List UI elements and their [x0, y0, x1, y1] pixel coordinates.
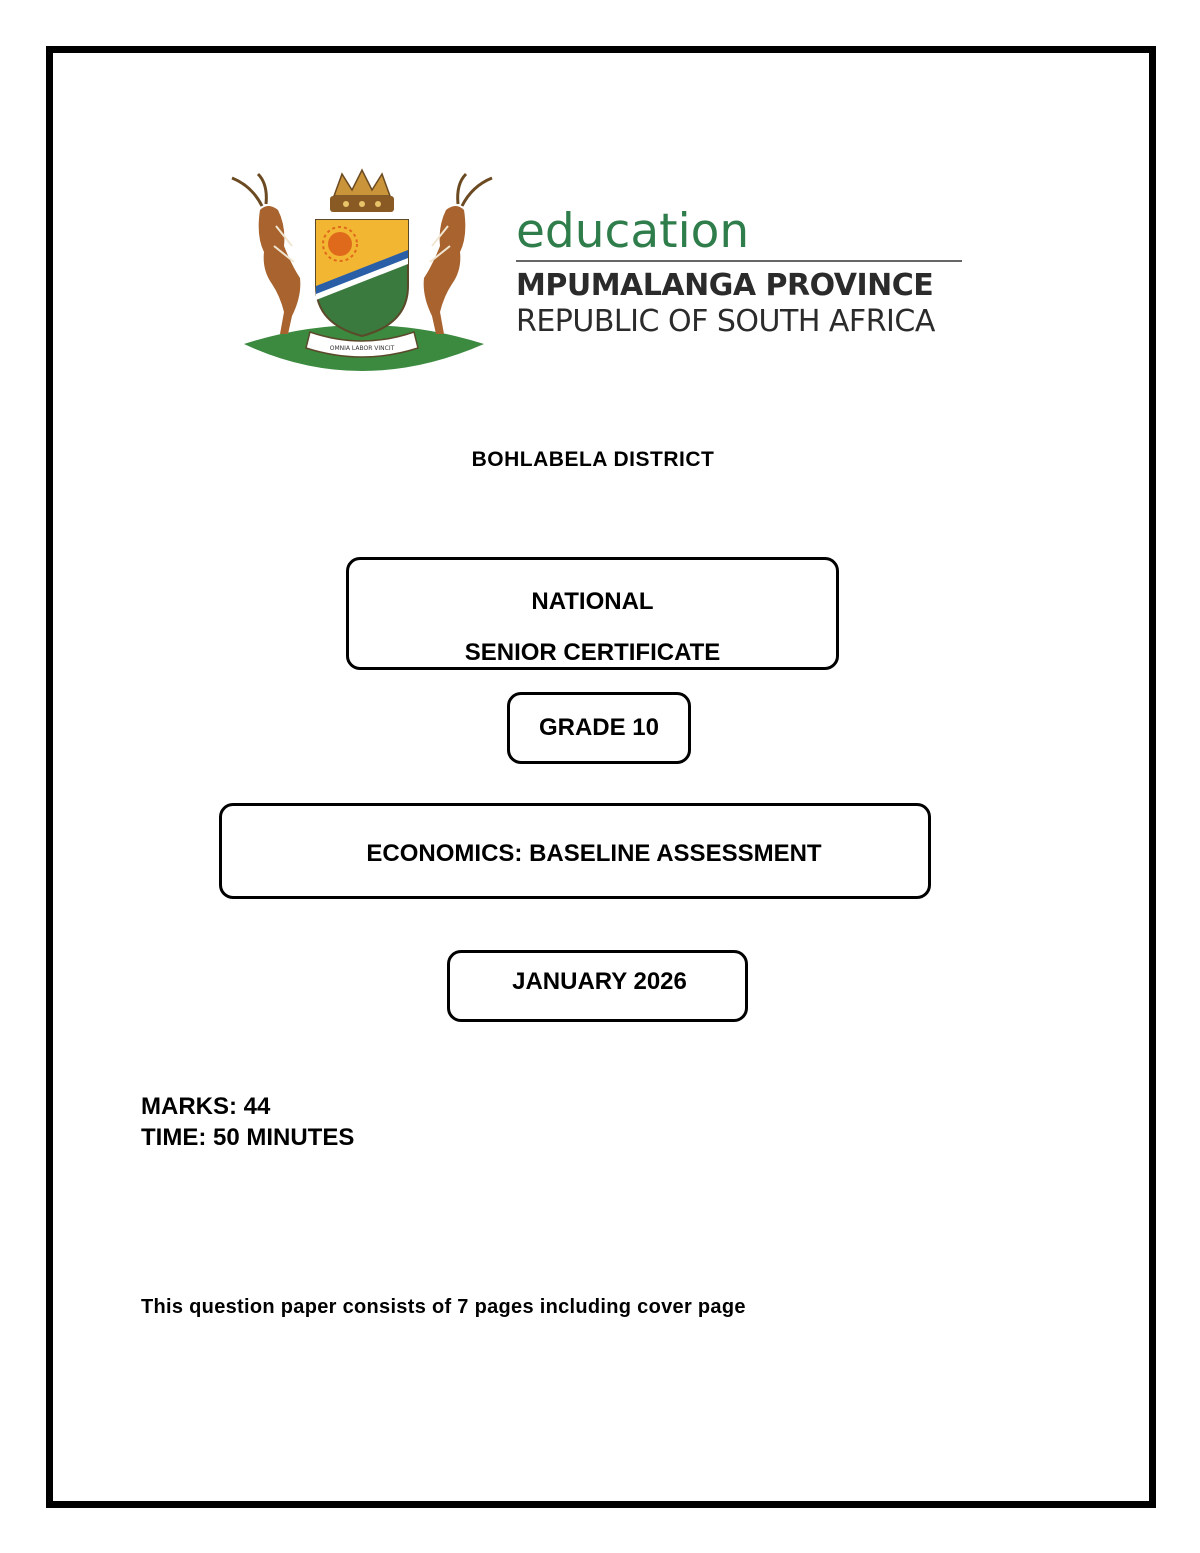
district-title: BOHLABELA DISTRICT	[471, 448, 715, 471]
grade-box	[507, 692, 691, 764]
coat-of-arms-logo	[222, 166, 502, 378]
svg-text:OMNIA LABOR VINCIT: OMNIA LABOR VINCIT	[329, 345, 395, 352]
brand-country: REPUBLIC OF SOUTH AFRICA	[516, 304, 935, 339]
brand-rule	[516, 260, 962, 262]
grade-label: GRADE 10	[538, 714, 660, 741]
time-label: TIME: 50 MINUTES	[141, 1124, 355, 1151]
brand-word: education	[516, 204, 750, 259]
page-count-note: This question paper consists of 7 pages including cover page	[141, 1296, 746, 1318]
certificate-line2: SENIOR CERTIFICATE	[464, 639, 721, 666]
certificate-line1: NATIONAL	[531, 588, 654, 615]
date-label: JANUARY 2026	[512, 968, 687, 995]
subject-box	[219, 803, 931, 899]
certificate-box	[346, 557, 839, 670]
exam-details	[141, 1091, 354, 1153]
marks-label: MARKS: 44	[141, 1093, 271, 1120]
education-brand	[516, 204, 976, 340]
brand-province: MPUMALANGA PROVINCE	[516, 268, 934, 303]
date-box	[447, 950, 748, 1022]
subject-label: ECONOMICS: BASELINE ASSESSMENT	[366, 840, 822, 867]
